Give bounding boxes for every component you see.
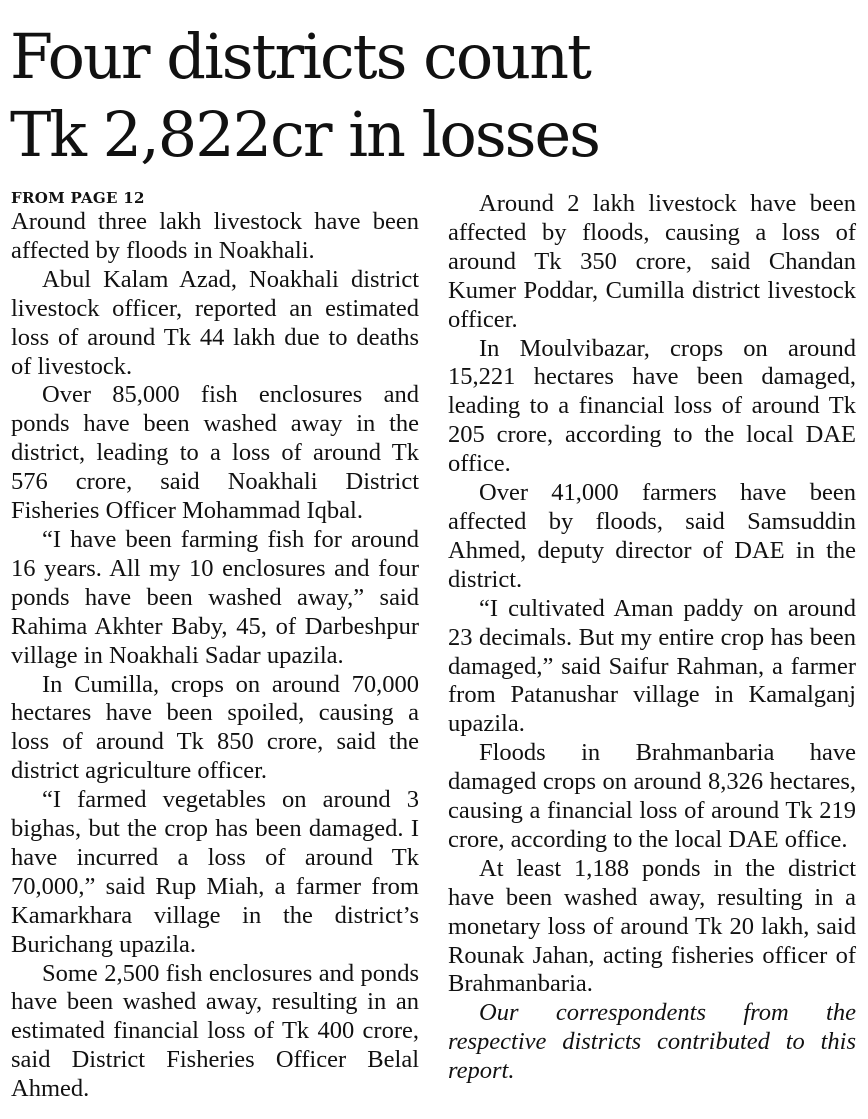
right-column: [448, 190, 856, 1086]
paragraph: In Cumilla, crops on around 70,000 hectares have been spoiled, causing a loss of around Tk 850 crore, said the district agriculture officer.: [11, 670, 419, 785]
paragraph: At least 1,188 ponds in the district have been washed away, resulting in a monetary loss of around Tk 20 lakh, said Rounak Jahan, acting fisheries officer of Brahmanbaria.: [448, 854, 856, 998]
paragraph: Around three lakh livestock have been affected by floods in Noakhali.: [11, 208, 419, 264]
headline-line-1: Four districts count: [10, 20, 590, 93]
paragraph: Abul Kalam Azad, Noakhali district livestock officer, reported an estimated loss of around Tk 44 lakh due to deaths of livestock.: [11, 265, 419, 380]
contributor-credit: Our correspondents from the respective districts contributed to this report.: [448, 999, 856, 1085]
left-column: [11, 188, 419, 1104]
paragraph: Some 2,500 fish enclosures and ponds have been washed away, resulting in an estimated financial loss of Tk 400 crore, said District Fisheries Officer Belal Ahmed.: [11, 959, 419, 1103]
paragraph: Around 2 lakh livestock have been affected by floods, causing a loss of around Tk 350 crore, said Chandan Kumer Poddar, Cumilla district livestock officer.: [448, 190, 856, 333]
paragraph: “I have been farming fish for around 16 years. All my 10 enclosures and four ponds have been washed away,” said Rahima Akhter Baby, 45, of Darbeshpur village in Noakhali Sadar upazila.: [11, 525, 419, 669]
headline: [10, 18, 860, 174]
paragraph: “I cultivated Aman paddy on around 23 decimals. But my entire crop has been damaged,” said Saifur Rahman, a farmer from Patanushar village in Kamalganj upazila.: [448, 594, 856, 738]
headline-line-2: Tk 2,822cr in losses: [10, 98, 599, 171]
kicker-from-page: FROM PAGE 12: [11, 189, 145, 207]
paragraph: Floods in Brahmanbaria have damaged crops on around 8,326 hectares, causing a financial loss of around Tk 219 crore, according to the local DAE office.: [448, 739, 856, 853]
paragraph: Over 41,000 farmers have been affected by floods, said Samsuddin Ahmed, deputy director of DAE in the district.: [448, 479, 856, 593]
paragraph: “I farmed vegetables on around 3 bighas, but the crop has been damaged. I have incurred a loss of around Tk 70,000,” said Rup Miah, a farmer from Kamarkhara village in the district’s Burichang upazila.: [11, 786, 419, 958]
paragraph: In Moulvibazar, crops on around 15,221 hectares have been damaged, leading to a financial loss of around Tk 205 crore, according to the local DAE office.: [448, 334, 856, 478]
paragraph: Over 85,000 fish enclosures and ponds have been washed away in the district, leading to a loss of around Tk 576 crore, said Noakhali District Fisheries Officer Mohammad Iqbal.: [11, 381, 419, 525]
